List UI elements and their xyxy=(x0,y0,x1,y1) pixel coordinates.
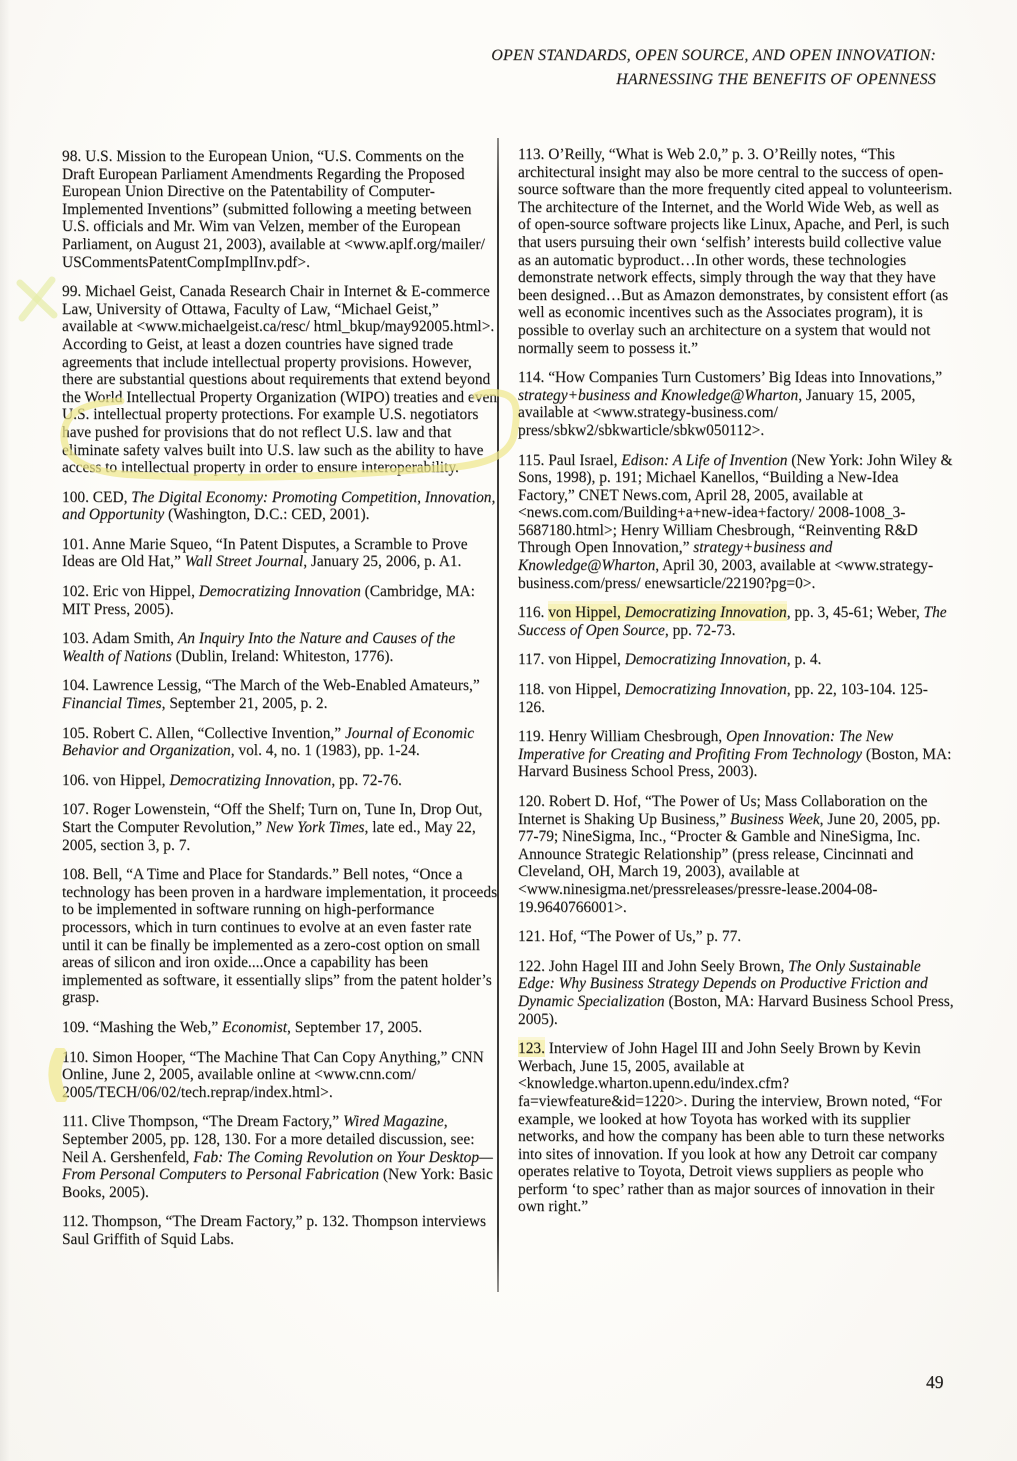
endnote-102 xyxy=(62,583,498,618)
note-text: 118. von Hippel, xyxy=(518,681,625,699)
endnote-120 xyxy=(518,793,954,916)
endnote-99 xyxy=(62,283,498,477)
highlighted-text: 123. xyxy=(518,1040,545,1058)
endnote-110 xyxy=(62,1049,498,1102)
endnote-113 xyxy=(518,146,954,357)
note-text: 119. Henry William Chesbrough, xyxy=(518,728,726,746)
endnote-117 xyxy=(518,651,954,669)
note-text: 108. Bell, “A Time and Place for Standards.” Bell notes, “Once a technology has been proven in a hardware implementation, it proceeds to be implemented in software running on high-performance processors, which in turn continues to evolve at an even faster rate until it can be finally be implemented as a zero-cost option on small areas of silicon and iron oxide....Once a capability has been implemented as software, it essentially slips” from the patent holder’s grasp. xyxy=(62,866,498,1007)
endnote-116 xyxy=(518,604,954,639)
note-text: Democratizing Innovation xyxy=(624,681,787,699)
note-text: Democratizing Innovation xyxy=(624,651,787,669)
note-text: (New York: John Wiley & Sons, 1998), p. 191; Michael Kanellos, “Building a New-Idea Factory,” CNET News.com, April 28, 2005, available at <news.com.com/Building+a+new-idea+factory/ 2008-1008_3-5687180.html>; Henry William Chesbrough, “Reinventing R&D Through Open Innovation,” xyxy=(518,451,953,557)
note-text: The Digital Economy: Promoting Competition, Innovation, and Opportunity xyxy=(62,488,496,524)
endnote-98 xyxy=(62,148,498,271)
note-text: (Cambridge, MA: MIT Press, 2005). xyxy=(62,583,475,618)
note-text: The Success of Open Source xyxy=(518,604,947,639)
note-text: , p. 4. xyxy=(786,651,822,669)
note-text: 120. Robert D. Hof, “The Power of Us; Mass Collaboration on the Internet is Shaking Up Business,” xyxy=(518,793,928,828)
endnote-111 xyxy=(62,1113,498,1201)
note-text: , late ed., May 22, 2005, section 3, p. 7. xyxy=(62,819,476,854)
note-text: 100. CED, xyxy=(62,488,132,506)
note-text: The Only Sustainable Edge: Why Business Strategy Depends on Productive Friction and Dynamic Specialization xyxy=(518,957,928,1010)
note-text: , pp. 3, 45-61; Weber, xyxy=(786,604,924,622)
note-text: , pp. 22, 103-104. 125-126. xyxy=(518,681,928,716)
note-text: , September 21, 2005, p. 2. xyxy=(161,695,328,713)
endnote-106 xyxy=(62,772,498,790)
note-text: 121. Hof, “The Power of Us,” p. 77. xyxy=(518,928,742,946)
note-text: Wall Street Journal xyxy=(184,553,304,571)
note-text: , pp. 72-73. xyxy=(664,621,736,639)
note-text: , April 30, 2003, available at <www.strategy-business.com/press/ enewsarticle/22190?pg=0>. xyxy=(518,557,934,592)
note-text: , June 20, 2005, pp. 77-79; NineSigma, Inc., “Procter & Gamble and NineSigma, Inc. Announce Strategic Relationship” (press release, Cincinnati and Cleveland, OH, March 19, 2003), available at <www.ninesigma.net/pressreleases/pressre-lease.2004-08-19.9640766001>. xyxy=(518,810,941,916)
note-text: 117. von Hippel, xyxy=(518,651,625,669)
note-text: 103. Adam Smith, xyxy=(62,630,178,648)
note-text: 122. John Hagel III and John Seely Brown, xyxy=(518,957,789,975)
note-text: Interview of John Hagel III and John Seely Brown by Kevin Werbach, June 15, 2005, available at <knowledge.wharton.upenn.edu/index.cfm?fa=viewfeature&id=1220>. During the interview, Brown noted, “For example, we looked at how Toyota has worked with its supplier networks, and how the company has been able to turn these networks into sites of innovation. If you look at how any Detroit car company operates relative to Toyota, Detroit views suppliers as people who perform ‘to spec’ rather than as major sources of innovation in their own right.” xyxy=(518,1040,945,1216)
note-text: strategy+business and Knowledge@Wharton xyxy=(518,539,833,575)
note-text: New York Times xyxy=(265,819,365,836)
note-text: 102. Eric von Hippel, xyxy=(62,583,199,601)
endnote-112 xyxy=(62,1213,498,1248)
note-text: 105. Robert C. Allen, “Collective Invention,” xyxy=(62,724,345,742)
note-text: 107. Roger Lowenstein, “Off the Shelf; Turn on, Tune In, Drop Out, Start the Computer Revolution,” xyxy=(62,801,483,836)
note-text: 112. Thompson, “The Dream Factory,” p. 132. Thompson interviews Saul Griffith of Squid Labs. xyxy=(62,1213,487,1248)
note-text: , September 2005, pp. 128, 130. For a more detailed discussion, see: Neil A. Gershenfeld, xyxy=(62,1113,475,1166)
endnote-118 xyxy=(518,681,954,716)
note-text: (New York: Basic Books, 2005). xyxy=(62,1166,493,1201)
note-text: An Inquiry Into the Nature and Causes of the Wealth of Nations xyxy=(62,630,456,665)
running-head-line2: HARNESSING THE BENEFITS OF OPENNESS xyxy=(616,71,936,88)
note-text: strategy+business and Knowledge@Wharton xyxy=(518,386,799,404)
note-text: , January 25, 2006, p. A1. xyxy=(303,553,462,571)
note-text: , September 17, 2005. xyxy=(287,1018,423,1036)
note-text: (Washington, D.C.: CED, 2001). xyxy=(164,506,370,524)
note-text: 106. von Hippel, xyxy=(62,771,170,789)
endnote-119 xyxy=(518,728,954,781)
note-text: Economist xyxy=(222,1018,288,1036)
endnote-121 xyxy=(518,928,954,946)
endnote-104 xyxy=(62,677,498,712)
note-text: 98. U.S. Mission to the European Union, “U.S. Comments on the Draft European Parliament Amendments Regarding the Proposed European Union Directive on the Patentability of Computer-Implemented Inventions” (submitted following a meeting between U.S. officials and Mr. Wim van Velzen, member of the European Parliament, on August 21, 2003), available at <www.aplf.org/mailer/ USCommentsPatentCompImplInv.pdf>. xyxy=(62,148,485,271)
note-text: , January 15, 2005, available at <www.strategy-business.com/ press/sbkw2/sbkwarticle/sbkw050112>. xyxy=(518,386,916,439)
note-text: , pp. 72-76. xyxy=(331,771,402,789)
note-text: (Boston, MA: Harvard Business School Press, 2003). xyxy=(518,745,952,781)
note-text: Edison: A Life of Invention xyxy=(621,451,788,469)
note-text: Open Innovation: The New Imperative for Creating and Profiting From Technology xyxy=(518,728,894,763)
endnote-114 xyxy=(518,369,954,439)
note-text: (Dublin, Ireland: Whiteston, 1776). xyxy=(171,647,394,665)
note-text: 111. Clive Thompson, “The Dream Factory,” xyxy=(62,1113,343,1131)
endnote-101 xyxy=(62,536,498,571)
note-text: 101. Anne Marie Squeo, “In Patent Disputes, a Scramble to Prove Ideas are Old Hat,” xyxy=(62,535,468,571)
running-head-line1: OPEN STANDARDS, OPEN SOURCE, AND OPEN INNOVATION: xyxy=(491,47,936,64)
note-text: Wired Magazine xyxy=(342,1113,444,1131)
running-head xyxy=(491,44,936,92)
endnote-107 xyxy=(62,801,498,854)
note-text: 115. Paul Israel, xyxy=(518,451,622,469)
margin-x-mark xyxy=(10,273,62,325)
endnote-122 xyxy=(518,958,954,1028)
note-text: (Boston, MA: Harvard Business School Press, 2005). xyxy=(518,992,954,1028)
note-text: 116. xyxy=(518,604,549,622)
endnote-105 xyxy=(62,725,498,760)
highlighted-text: von Hippel, xyxy=(548,604,625,622)
endnote-115 xyxy=(518,452,954,593)
right-column xyxy=(518,146,954,1228)
endnote-108 xyxy=(62,866,498,1007)
endnote-123 xyxy=(518,1040,954,1216)
note-text: 99. Michael Geist, Canada Research Chair in Internet & E-commerce Law, University of Ottawa, Faculty of Law, “Michael Geist,” available at <www.michaelgeist.ca/resc/ html_bkup/may92005.html>. According to Geist, at least a dozen countries have signed trade agreements that include intellectual property provisions. However, there are substantial questions about requirements that extend beyond the World Intellectual Property Organization (WIPO) treaties and even U.S. intellectual property protections. For example U.S. negotiators have pushed for provisions that do not reflect U.S. law and that eliminate safety valves built into U.S. law such as the ability to have access to intellectual property in order to ensure interoperability. xyxy=(62,283,497,477)
note-text: 113. O’Reilly, “What is Web 2.0,” p. 3. O’Reilly notes, “This architectural insight may also be more central to the success of open-source software than the more frequently cited appeal to volunteerism. The architecture of the Internet, and the World Wide Web, as well as of open-source software projects like Linux, Apache, and Perl, is such that users pursuing their own ‘selfish’ interests build collective value as an automatic byproduct…In other words, these technologies demonstrate network effects, simply through the way that they have been designed…But as Amazon demonstrates, by consistent effort (as well as economic incentives such as the Associates program), it is possible to overlay such an architecture on a system that would not normally seem to possess it.” xyxy=(518,146,953,357)
note-text: 104. Lawrence Lessig, “The March of the Web-Enabled Amateurs,” xyxy=(62,677,480,695)
note-text: Democratizing Innovation xyxy=(198,583,361,601)
note-text: , vol. 4, no. 1 (1983), pp. 1-24. xyxy=(230,742,420,760)
endnote-100 xyxy=(62,489,498,524)
note-text: 109. “Mashing the Web,” xyxy=(62,1018,223,1036)
note-text: Journal of Economic Behavior and Organization xyxy=(62,724,475,760)
endnote-103 xyxy=(62,630,498,665)
note-text: Financial Times xyxy=(62,695,162,713)
note-text: 114. “How Companies Turn Customers’ Big Ideas into Innovations,” xyxy=(518,369,943,387)
note-text: Fab: The Coming Revolution on Your Desktop—From Personal Computers to Personal Fabrication xyxy=(62,1148,493,1184)
page-number: 49 xyxy=(926,1372,944,1392)
note-text: Business Week xyxy=(730,810,820,828)
note-text: 110. Simon Hooper, “The Machine That Can Copy Anything,” CNN Online, June 2, 2005, available online at <www.cnn.com/ 2005/TECH/06/02/tech.reprap/index.html>. xyxy=(62,1048,484,1101)
left-column xyxy=(62,148,498,1260)
note-text: Democratizing Innovation xyxy=(169,771,332,789)
endnote-109 xyxy=(62,1019,498,1037)
highlighted-text: Democratizing Innovation xyxy=(624,604,787,622)
